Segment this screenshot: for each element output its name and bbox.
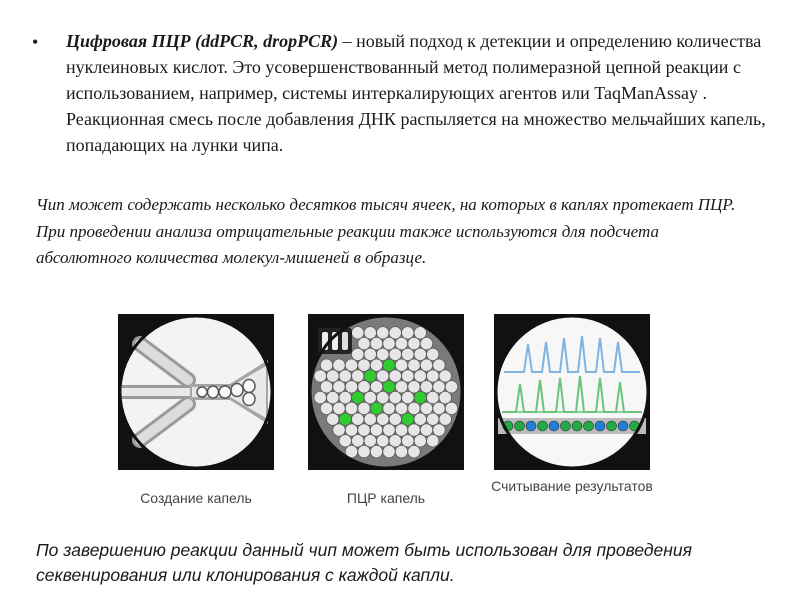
droplet-generator-icon bbox=[118, 314, 274, 470]
process-figure bbox=[110, 308, 653, 528]
caption-readout: Считывание результатов bbox=[491, 478, 653, 494]
caption-droplet-creation: Создание капель bbox=[140, 490, 252, 506]
droplet-chip-icon bbox=[308, 314, 464, 470]
conclusion-paragraph: По завершению реакции данный чип может быть использован для проведения секвенирования или клонирования с каждой капли. bbox=[36, 540, 692, 585]
bullet-rest: – новый подход к детекции и определению количества нуклеиновых кислот. Это усовершенствованный метод полимеразной цепной реакции с использованием, например, системы интеркалирующих агентов или TaqManAssay . Реакционная смесь после добавления ДНК распыляется на множество мельчайших капель, попадающих на лунки чипа. bbox=[66, 31, 766, 155]
fluorescence-readout-icon bbox=[494, 314, 650, 470]
bullet-text bbox=[66, 28, 766, 158]
chip-paragraph: Чип может содержать несколько десятков тысяч ячеек, на которых в каплях протекает ПЦР. При проведении анализа отрицательные реакции также используются для подсчета абсолютного количества молекул-мишеней в образце. bbox=[36, 195, 736, 267]
caption-droplet-pcr: ПЦР капель bbox=[346, 490, 426, 506]
bullet-dot: • bbox=[32, 32, 39, 52]
bullet-lead: Цифровая ПЦР (ddPCR, dropPCR) bbox=[66, 31, 339, 51]
